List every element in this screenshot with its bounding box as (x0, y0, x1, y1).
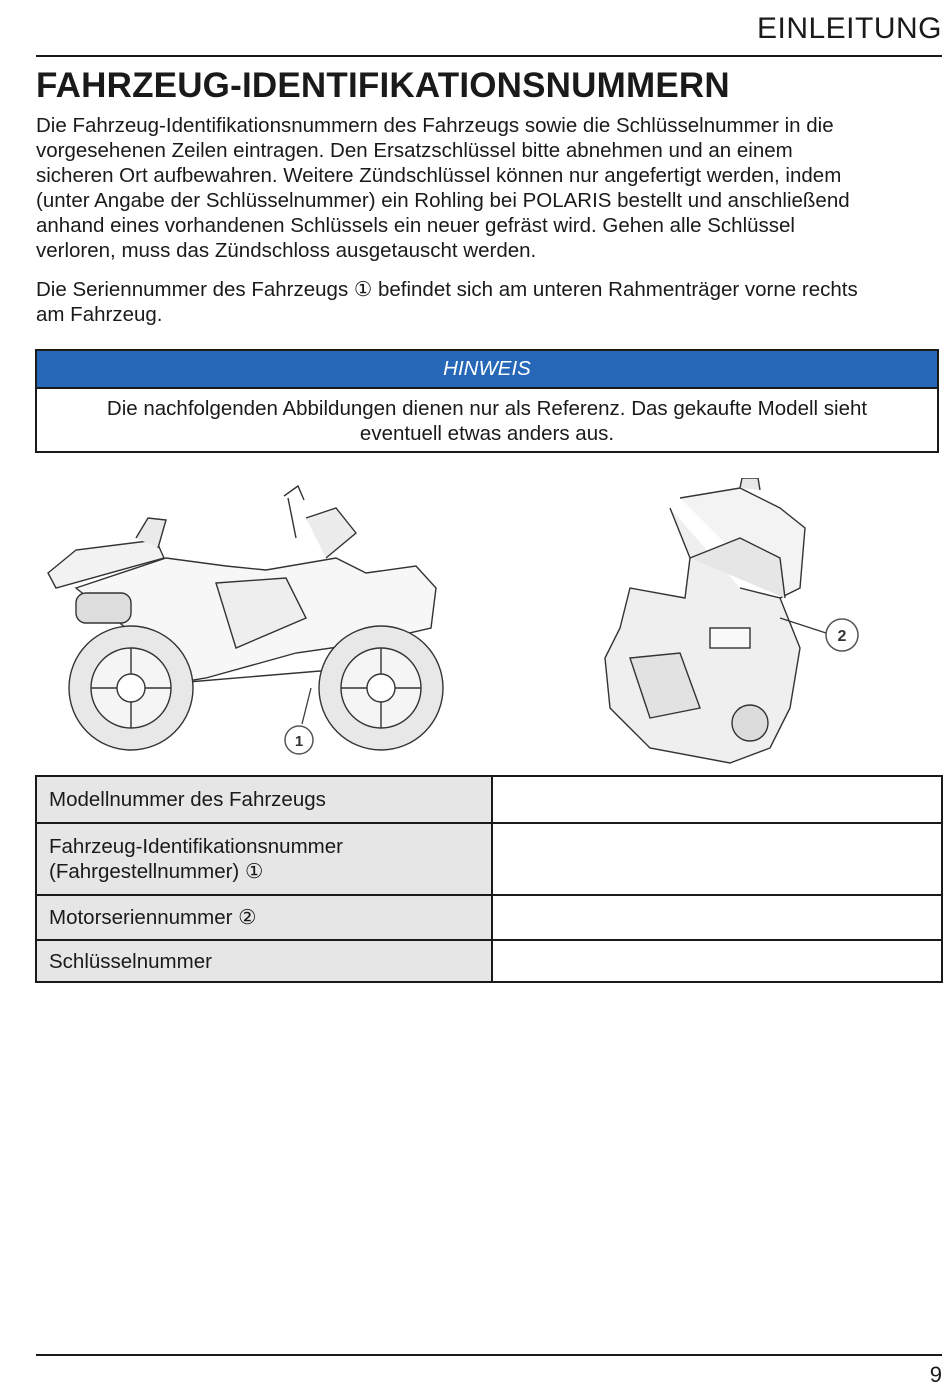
intro-line: vorgesehenen Zeilen eintragen. Den Ersatzschlüssel bitte abnehmen und an einem (36, 139, 793, 162)
page-number: 9 (929, 1362, 942, 1387)
page-title: FAHRZEUG-IDENTIFIKATIONSNUMMERN (36, 66, 730, 105)
notice-box (35, 349, 939, 453)
notice-heading: HINWEIS (37, 351, 937, 389)
serial-line: am Fahrzeug. (36, 303, 163, 326)
notice-line: Die nachfolgenden Abbildungen dienen nur als Referenz. Das gekaufte Modell sieht (106, 397, 868, 420)
table-row (36, 823, 942, 895)
intro-line: (unter Angabe der Schlüsselnummer) ein Rohling bei POLARIS bestellt und anschließend (36, 189, 850, 212)
identification-table (35, 775, 943, 983)
section-header: EINLEITUNG (756, 12, 942, 45)
table-row (36, 776, 942, 823)
atv-callout-label: 1 (294, 733, 304, 750)
key-number-label: Schlüsselnummer (49, 949, 212, 973)
intro-line: verloren, muss das Zündschloss ausgetauscht werden. (36, 239, 537, 262)
engine-callout-label: 2 (837, 628, 847, 645)
key-number-entry[interactable] (492, 940, 942, 982)
engine-serial-label: Motorseriennummer ② (49, 906, 257, 929)
bottom-rule (36, 1354, 942, 1356)
top-rule (36, 55, 942, 57)
engine-illustration-icon (590, 478, 870, 768)
table-row (36, 895, 942, 940)
serial-location-paragraph (36, 277, 946, 327)
table-row (36, 940, 942, 982)
table-label-cell (36, 895, 492, 940)
serial-line: Die Seriennummer des Fahrzeugs ① befindet sich am unteren Rahmenträger vorne rechts (36, 278, 858, 301)
engine-serial-entry[interactable] (492, 895, 942, 940)
intro-paragraph (36, 113, 946, 263)
vin-label-sub: (Fahrgestellnummer) ① (49, 860, 264, 883)
intro-line: anhand eines vorhandenen Schlüssels ein neuer gefräst wird. Gehen alle Schlüssel (36, 214, 795, 237)
atv-illustration-icon (36, 478, 476, 763)
table-label-cell (36, 940, 492, 982)
notice-body (37, 389, 937, 446)
intro-line: Die Fahrzeug-Identifikationsnummern des Fahrzeugs sowie die Schlüsselnummer in die (36, 114, 834, 137)
intro-line: sicheren Ort aufbewahren. Weitere Zündschlüssel können nur angefertigt werden, indem (36, 164, 842, 187)
model-number-entry[interactable] (492, 776, 942, 823)
table-label-cell (36, 776, 492, 823)
vin-label: Fahrzeug-Identifikationsnummer (49, 835, 343, 858)
table-label-cell (36, 823, 492, 895)
vin-entry[interactable] (492, 823, 942, 895)
notice-line: eventuell etwas anders aus. (359, 422, 615, 445)
model-number-label: Modellnummer des Fahrzeugs (49, 788, 326, 811)
